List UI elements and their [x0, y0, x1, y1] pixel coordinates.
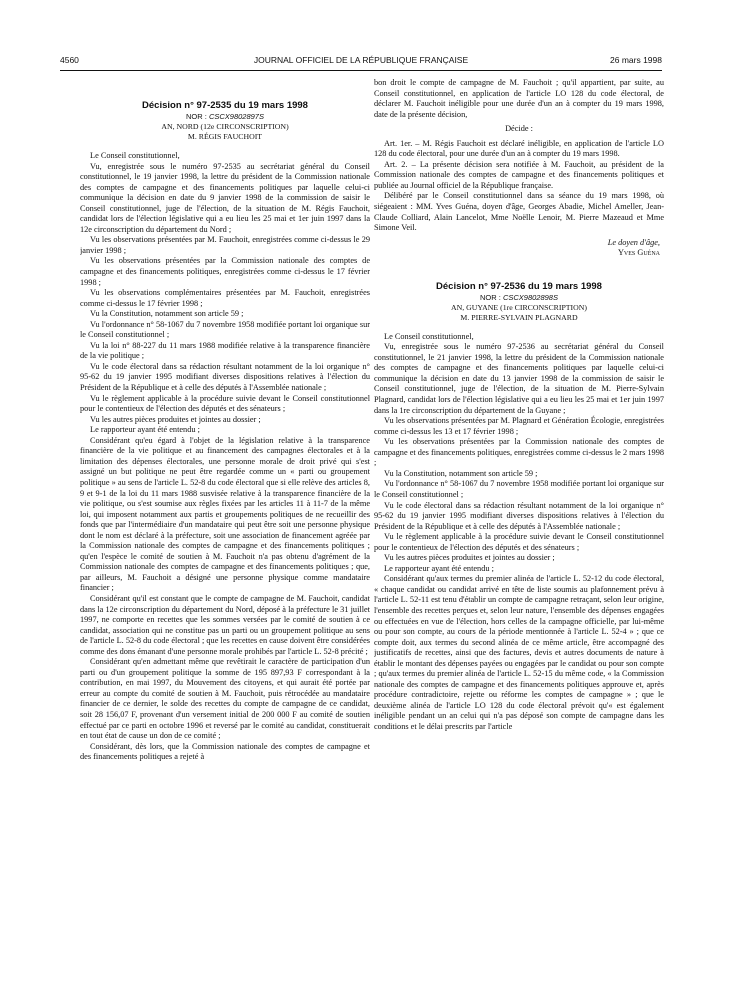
paragraph: Vu les autres pièces produites et jointes au dossier ;	[384, 553, 555, 563]
circonscription: AN, NORD (12e CIRCONSCRIPTION)	[161, 122, 289, 131]
decide-heading: Décide :	[505, 124, 533, 134]
paragraph: Vu les observations présentées par M. Fauchoit, enregistrées comme ci-dessus le 29 janvier 1998 ;	[80, 235, 370, 255]
nor-line	[374, 293, 664, 303]
paragraph: Vu la Constitution, notamment son article 59 ;	[90, 309, 244, 319]
nor-label: NOR :	[186, 112, 207, 121]
paragraph: Délibéré par le Conseil constitutionnel dans sa séance du 19 mars 1998, où siégeaient : MM. Yves Guéna, doyen d'âge, Georges Abadie, Michel Ameller, Jean-Claude Colliard, Alain Lancelot, Mme Noëlle Lenoir, M. Pierre Mazeaud et Mme Simone Veil.	[374, 191, 664, 233]
paragraph: Vu la Constitution, notamment son article 59 ;	[384, 468, 538, 478]
paragraph: Vu les observations présentées par M. Plagnard et Génération Écologie, enregistrées comme ci-dessus les 13 et 17 février 1998 ;	[374, 416, 664, 436]
paragraph: Vu le règlement applicable à la procédure suivie devant le Conseil constitutionnel pour le contentieux de l'élection des députés et des sénateurs ;	[374, 532, 664, 552]
journal-title: JOURNAL OFFICIEL DE LA RÉPUBLIQUE FRANÇAISE	[253, 55, 469, 65]
paragraph: Le rapporteur ayant été entendu ;	[90, 425, 200, 435]
paragraph: Vu les observations présentées par la Commission nationale des comptes de campagne et des financements politiques, enregistrées comme ci-dessus le 17 février 1998 ;	[80, 256, 370, 287]
paragraph: Le rapporteur ayant été entendu ;	[384, 563, 494, 573]
decision-title: Décision n° 97-2536 du 19 mars 1998	[436, 280, 602, 292]
issue-date: 26 mars 1998	[610, 55, 662, 65]
paragraph: Le Conseil constitutionnel,	[384, 331, 474, 341]
signature-name: Yves Guéna	[617, 248, 660, 258]
article-2: Art. 2. – La présente décision sera notifiée à M. Fauchoit, au président de la Commission nationale des comptes de campagne et des financements politiques et publiée au Journal officiel de la République française.	[374, 159, 664, 190]
paragraph: Vu, enregistrée sous le numéro 97-2535 au secrétariat général du Conseil constitutionnel, le 19 janvier 1998, la lettre du président de la Commission nationale des comptes de campagne et des financements politiques par laquelle celui-ci communique la décision en date du 9 janvier 1998 de la commission de saisir le Conseil constitutionnel, juge de l'élection, de la situation de M. Régis Fauchoit, candidat lors de l'élection législative qui a eu lieu les 25 mai et 1er juin 1997 dans la 12e circonscription du département du Nord ;	[80, 161, 370, 234]
decision-title: Décision n° 97-2535 du 19 mars 1998	[142, 100, 308, 111]
nor-code: CSCX9802898S	[502, 292, 558, 302]
nor-line	[80, 112, 370, 122]
paragraph: Considérant qu'en admettant même que revêtirait le caractère de participation d'un parti ou d'un groupement politique la somme de 195 897,93 F correspondant à la contribution, en mai 1997, du Mouvement des citoyens, et qui aurait été portée par erreur au compte du comité de soutien à M. Fauchoit, puis rétrocédée au mandataire financier de ce dernier, le solde des recettes du compte de campagne de ce candidat, soit 28 156,07 F, provenant d'un versement initial de 200 000 F au comité de soutien effectué par ce parti en octobre 1996 et reversé par le comité au candidat, constituerait en tout état de cause un don de ce comité ;	[80, 657, 370, 741]
page-header	[60, 55, 662, 69]
paragraph: Considérant qu'il est constant que le compte de campagne de M. Fauchoit, candidat dans la 12e circonscription du département du Nord, déposé à la préfecture le 31 juillet 1997, ne comporte en recettes que les sommes versées par le comité de soutien à ce candidat, association qui ne constitue pas un parti ou un groupement politique au sens de l'article L. 52-8 du code électoral ; que les recettes en cause doivent être considérées comme des dons émanant d'une personne morale prohibés par l'article L. 52-8 précité ;	[80, 593, 370, 656]
paragraph: Vu la loi n° 88-227 du 11 mars 1988 modifiée relative à la transparence financière de la vie politique ;	[80, 340, 370, 361]
paragraph: Vu les observations complémentaires présentées par M. Fauchoit, enregistrées comme ci-dessus le 17 février 1998 ;	[80, 288, 370, 308]
paragraph: Vu les autres pièces produites et jointes au dossier ;	[90, 414, 261, 424]
paragraph: Vu, enregistrée sous le numéro 97-2536 au secrétariat général du Conseil constitutionnel, le 21 janvier 1998, la lettre du président de la Commission nationale des comptes de campagne et des financements politiques par laquelle celui-ci communique la décision en date du 13 janvier 1998 de la commission de saisir le Conseil constitutionnel, juge de l'élection, de la situation de M. Pierre-Sylvain Plagnard, candidat lors de l'élection législative qui a eu lieu les 25 mai et 1er juin 1997 dans la 1re circonscription du département de la Guyane ;	[374, 342, 664, 415]
paragraph: Vu le règlement applicable à la procédure suivie devant le Conseil constitutionnel pour le contentieux de l'élection des députés et des sénateurs ;	[80, 393, 370, 414]
paragraph: Vu l'ordonnance n° 58-1067 du 7 novembre 1958 modifiée portant loi organique sur le Conseil constitutionnel ;	[374, 479, 664, 499]
nor-code: CSCX9802897S	[208, 112, 264, 121]
left-column	[80, 78, 370, 978]
paragraph: Considérant qu'eu égard à l'objet de la législation relative à la transparence financière de la vie politique et au financement des campagnes électorales et à la limitation des dépenses électorales, une personne morale de droit privé qui s'est assigné un but politique ne peut être regardée comme un « parti ou groupement politique » au sens de l'article L. 52-8 du code électoral que si elle relève des articles 8, 9 et 9-1 de la loi du 11 mars 1988 susvisée relative à la transparence financière de la vie politique, ou s'est soumise aux règles fixées par les articles 11 à 11-7 de la même loi, qui imposent notamment aux partis et groupements politiques de ne recueillir des fonds que par l'intermédiaire d'un mandataire qui peut être soit une personne physique dont le nom est déclaré à la préfecture, soit une association de financement agréée par la Commission nationale des comptes de campagne et des financements politiques ; qu'en l'espèce le comité de soutien à M. Fauchoit n'a pas obtenu d'agrément de la Commission nationale des comptes de campagne et des financements politiques ; que, par ailleurs, M. Fauchoit a désigné une personne physique comme mandataire financier ;	[80, 435, 370, 593]
paragraph: bon droit le compte de campagne de M. Fauchoit ; qu'il appartient, par suite, au Conseil constitutionnel, en application de l'article LO 128 du code électoral, de déclarer M. Fauchoit inéligible pour une durée d'un an à compter du 19 mars 1998, date de la présente décision,	[374, 78, 664, 119]
paragraph: Le Conseil constitutionnel,	[90, 151, 180, 160]
paragraph: Vu le code électoral dans sa rédaction résultant notamment de la loi organique n° 95-62 du 19 janvier 1995 modifiant diverses dispositions relatives à l'élection du Président de la République et à celle des députés à l'Assemblée nationale ;	[374, 500, 664, 531]
person-name: M. RÉGIS FAUCHOIT	[187, 132, 263, 141]
paragraph: Vu les observations présentées par la Commission nationale des comptes de campagne et des financements politiques, enregistrées comme ci-dessus le 2 mars 1998 ;	[374, 437, 664, 468]
paragraph: Considérant, dès lors, que la Commission nationale des comptes de campagne et des financements politiques a rejeté à	[80, 741, 370, 762]
circonscription: AN, GUYANE (1re CIRCONSCRIPTION)	[450, 302, 587, 312]
nor-label: NOR :	[480, 292, 501, 302]
paragraph: Vu l'ordonnance n° 58-1067 du 7 novembre 1958 modifiée portant loi organique sur le Conseil constitutionnel ;	[80, 319, 370, 340]
paragraph: Considérant qu'aux termes du premier alinéa de l'article L. 52-12 du code électoral, « chaque candidat ou candidat arrivé en tête de liste soumis au plafonnement prévu à l'article L. 52-11 est tenu d'établir un compte de campagne retraçant, selon leur origine, l'ensemble des recettes perçues et, selon leur nature, l'ensemble des dépenses engagées ou effectuées en vue de l'élection, hors celles de la campagne officielle, par lui-même ou pour son compte, au cours de la période mentionnée à l'article L. 52-4 » ; que ce compte doit, aux termes du second alinéa de ce même article, être accompagné des justificatifs de recettes, ainsi que des factures, devis et autres documents de nature à établir le montant des dépenses payées ou engagées par le candidat ou pour son compte ; qu'aux termes du premier alinéa de l'article L. 52-15 du même code, « la Commission nationale des comptes de campagne et des financements politiques approuve et, après procédure contradictoire, rejette ou réforme les comptes de campagne » ; que le deuxième alinéa de l'article LO 128 du code électoral prévoit qu'« est également inéligible pendant un an celui qui n'a pas déposé son compte de campagne dans les conditions et le délai prescrits par l'article	[374, 574, 664, 731]
page-number: 4560	[60, 55, 79, 65]
person-name: M. PIERRE-SYLVAIN PLAGNARD	[460, 312, 578, 322]
signature-title: Le doyen d'âge,	[607, 237, 660, 247]
header-rule	[60, 70, 662, 71]
paragraph: Vu le code électoral dans sa rédaction résultant notamment de la loi organique n° 95-62 du 19 janvier 1995 modifiant diverses dispositions relatives à l'élection du Président de la République et à celle des députés à l'Assemblée nationale ;	[80, 361, 370, 393]
article-1: Art. 1er. – M. Régis Fauchoit est déclaré inéligible, en application de l'article LO 128 du code électoral, pour une durée d'un an à compter du 19 mars 1998.	[374, 138, 664, 159]
right-column	[374, 78, 664, 978]
